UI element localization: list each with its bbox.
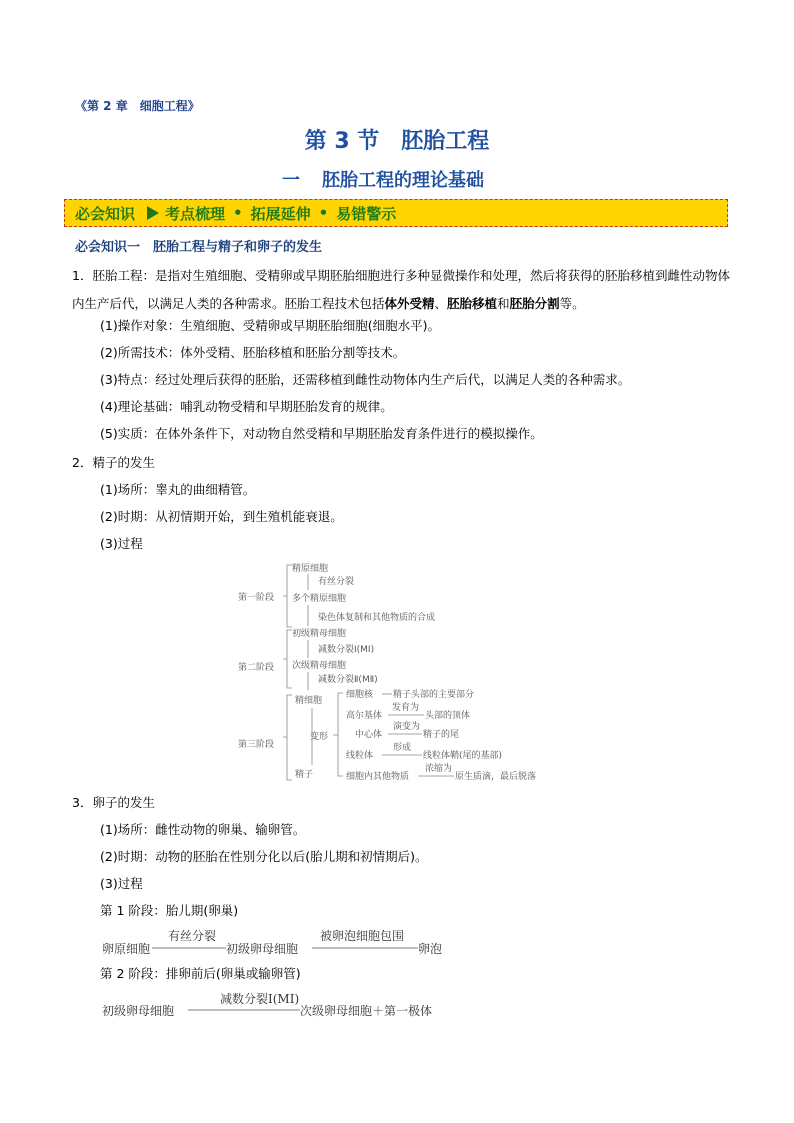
banner-part3: 拓展延伸	[250, 204, 311, 223]
knowledge-banner	[64, 199, 728, 227]
section-heading: 必会知识一 胚胎工程与精子和卵子的发生	[75, 240, 323, 255]
brace-stage1	[283, 565, 292, 627]
item3-sub: (2)时期：动物的胚胎在性别分化以后(胎儿期和初情期后)。	[100, 849, 428, 864]
node-sperm: 精子	[295, 770, 314, 780]
row-verb: 发育为	[392, 703, 420, 713]
spermatogenesis-diagram	[230, 560, 570, 786]
egg-stage2-label: 第 2 阶段：排卵前后(卵巢或输卵管)	[100, 966, 301, 981]
stage-label: 第二阶段	[238, 663, 275, 673]
item1-sub: (1)操作对象：生殖细胞、受精卵或早期胚胎细胞(细胞水平)。	[100, 318, 440, 333]
row-target: 精子头部的主要部分	[393, 690, 475, 700]
node-transform: 变形	[310, 732, 329, 742]
row-target: 头部的顶体	[425, 711, 471, 721]
node-spermatogonium: 精原细胞	[292, 564, 329, 574]
arrow-label: 染色体复制和其他物质的合成	[318, 613, 436, 623]
node-secondary-spermatocyte: 次级精母细胞	[292, 661, 347, 671]
flow-arrow-label: 被卵泡细胞包围	[320, 929, 405, 943]
node-spermatid: 精细胞	[295, 696, 323, 706]
arrow-label: 有丝分裂	[318, 577, 355, 587]
banner-part2: 考点梳理	[165, 204, 226, 223]
banner-dot: •	[233, 204, 243, 222]
item1-sub: (5)实质：在体外条件下，对动物自然受精和早期胚胎发育条件进行的模拟操作。	[100, 426, 543, 441]
item1-bold1: 体外受精	[384, 296, 435, 311]
row-target: 线粒体鞘(尾的基部)	[423, 751, 503, 761]
flow-node: 卵原细胞	[102, 942, 151, 956]
item3-sub: (1)场所：雌性动物的卵巢、输卵管。	[100, 822, 306, 837]
row-source: 细胞核	[346, 690, 374, 700]
brace-stage3	[283, 695, 292, 780]
row-verb: 演变为	[393, 722, 421, 732]
flow-node: 卵泡	[418, 942, 443, 956]
chapter-label: 《第 2 章 细胞工程》	[75, 99, 200, 113]
brace-transform	[333, 693, 343, 776]
item2-sub: (1)场所：睾丸的曲细精管。	[100, 482, 256, 497]
arrow-label: 减数分裂Ⅱ(MⅡ)	[318, 675, 378, 685]
item3-sub: (3)过程	[100, 876, 143, 891]
row-verb: 形成	[393, 743, 412, 753]
flow-node: 初级卵母细胞	[226, 942, 299, 956]
row-target: 原生质滴，最后脱落	[455, 772, 537, 782]
flow-arrow-label: 有丝分裂	[168, 929, 217, 943]
banner-part1: 必会知识	[75, 204, 136, 223]
item2-heading: 2．精子的发生	[72, 455, 155, 470]
item1-sub: (3)特点：经过处理后获得的胚胎，还需移植到雌性动物体内生产后代，以满足人类的各种需求。	[100, 372, 631, 387]
item1-sub: (2)所需技术：体外受精、胚胎移植和胚胎分割等技术。	[100, 345, 406, 360]
item2-sub: (3)过程	[100, 536, 143, 551]
subtitle-number: 一	[282, 170, 300, 191]
item1-sep1: 、	[434, 296, 448, 311]
node-many-spermatogonia: 多个精原细胞	[292, 594, 347, 604]
flow-node: 次级卵母细胞＋第一极体	[300, 1004, 433, 1018]
item1-paragraph	[72, 262, 732, 318]
page-title: 第 3 节 胚胎工程	[304, 129, 490, 154]
item1-sub: (4)理论基础：哺乳动物受精和早期胚胎发育的规律。	[100, 399, 393, 414]
item1-bold3: 胚胎分割	[509, 296, 560, 311]
egg-stage1-label: 第 1 阶段：胎儿期(卵巢)	[100, 903, 239, 918]
row-source: 中心体	[355, 730, 383, 740]
brace-stage2	[283, 630, 292, 688]
row-source: 细胞内其他物质	[346, 772, 410, 782]
banner-part4: 易错警示	[336, 204, 397, 223]
item2-sub: (2)时期：从初情期开始，到生殖机能衰退。	[100, 509, 343, 524]
row-target: 精子的尾	[423, 730, 460, 740]
item1-bold2: 胚胎移植	[447, 296, 498, 311]
play-arrow-icon	[147, 206, 159, 220]
oogenesis-flow-stage1	[100, 928, 480, 960]
flow-arrow-label: 减数分裂Ⅰ(MⅠ)	[220, 992, 300, 1006]
item1-intro: 1．胚胎工程：是指对生殖细胞、受精卵或早期胚胎细胞进行多种显微操作和处理，然后将获得的胚胎移植到雌性动物体内生产后代，以满足人类的各种需求。胚胎工程技术包括	[72, 268, 730, 311]
flow-node: 初级卵母细胞	[102, 1004, 175, 1018]
row-source: 高尔基体	[346, 711, 383, 721]
row-verb: 浓缩为	[425, 764, 453, 774]
banner-dot: •	[318, 204, 329, 222]
stage-label: 第三阶段	[238, 740, 275, 750]
node-primary-spermatocyte: 初级精母细胞	[292, 629, 347, 639]
row-source: 线粒体	[346, 751, 374, 761]
stage-label: 第一阶段	[238, 593, 275, 603]
item1-sep2: 和	[497, 296, 510, 311]
subtitle-text: 胚胎工程的理论基础	[322, 170, 484, 191]
item3-heading: 3．卵子的发生	[72, 795, 155, 810]
item1-tail: 等。	[559, 296, 585, 311]
arrow-label: 减数分裂Ⅰ(MⅠ)	[318, 645, 375, 655]
oogenesis-flow-stage2	[100, 990, 480, 1022]
